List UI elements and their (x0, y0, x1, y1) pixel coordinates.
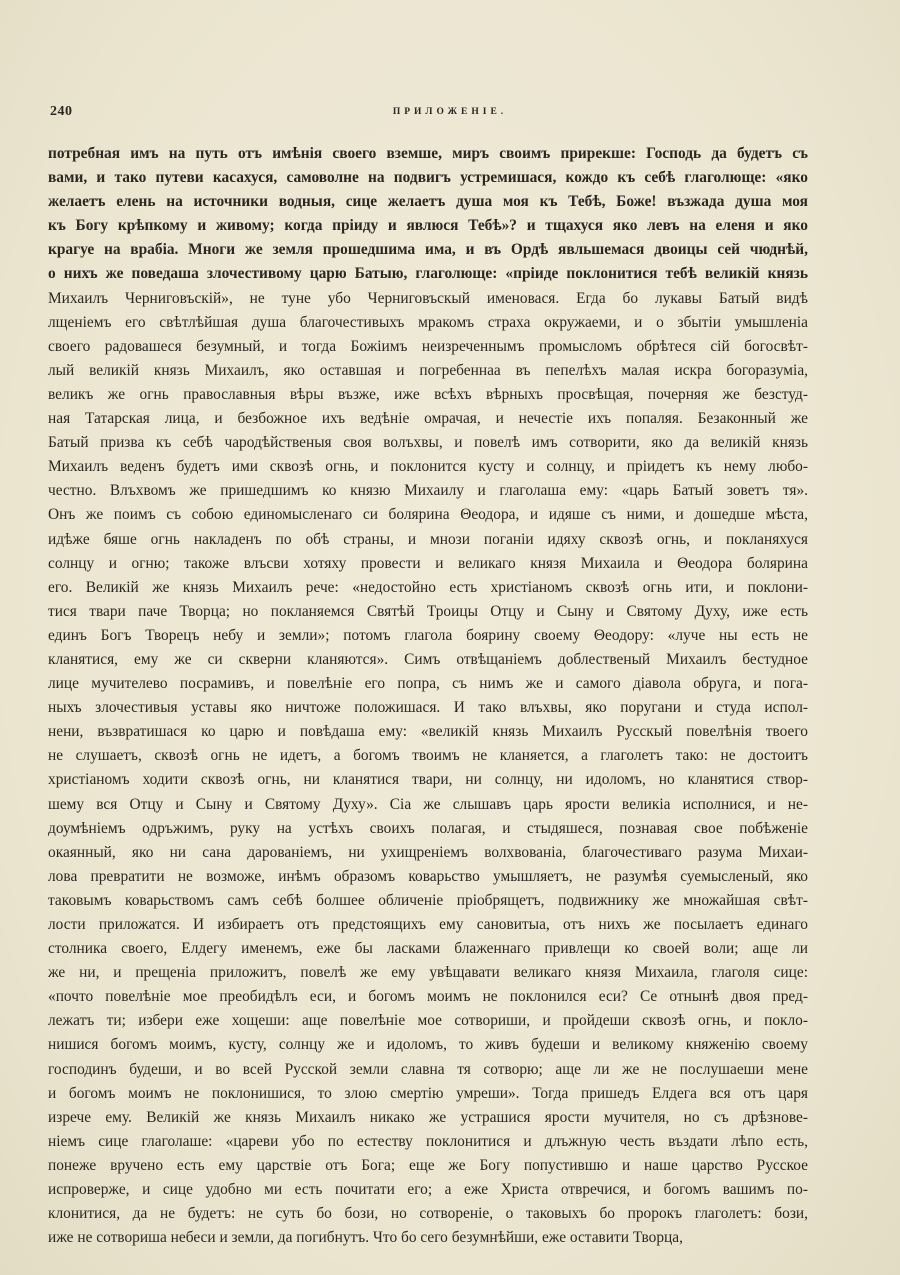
text-line: лщеніемъ его свѣтлѣйшая душа благочестивыхъ мракомъ страха окружаеми, и о збытіи умышленіа (48, 313, 808, 331)
text-line: желаетъ елень на источники водныя, сице желаетъ душа моя къ Тебѣ, Боже! възжада душа моя (48, 193, 808, 211)
text-line: идѣже бяше огнь накладенъ по обѣ страны, и мнози поганіи идяху сквозѣ огнь, и покланяхуся (48, 530, 808, 548)
text-line: испроверже, и сице удобно ми есть почитати его; а еже Христа отвречися, и богомъ вашимъ по- (48, 1181, 808, 1199)
text-line: шему вся Отцу и Сыну и Святому Духу». Сіа же слышавъ царь ярости великіа исполнися, и не- (48, 795, 808, 813)
text-line: Батый призва къ себѣ чародѣйственыя своя волъхвы, и повелѣ имъ сотворити, яко да великій князь (48, 434, 808, 452)
text-line: Михаилъ Черниговъскій», не туне убо Черниговъскый именовася. Егда бо лукавы Батый видѣ (48, 289, 808, 307)
text-line: честно. Влъхвомъ же пришедшимъ ко князю Михаилу и глаголаша ему: «царь Батый зоветъ тя». (48, 482, 808, 500)
text-line: вами, и тако путеви касахуся, самоволне на подвигъ устремишася, кождо къ себѣ глаголюще: «яко (48, 169, 808, 187)
text-line: единъ Богъ Творецъ небу и земли»; потомъ глагола боярину своему Θеодору: «луче ны есть не (48, 626, 808, 644)
text-line: лый великій князь Михаилъ, яко оставшая и погребеннаа въ пепелѣхъ малая искра богоразуміа, (48, 361, 808, 379)
text-line: же ни, и прещеніа приложитъ, повелѣ же ему увѣщавати великаго князя Михаила, глаголя сице: (48, 964, 808, 982)
text-line: столника своего, Елдегу именемъ, еже бы ласками блаженнаго привлещи ко своей воли; аще ли (48, 940, 808, 958)
text-line: «почто повелѣніе мое преобидѣлъ еси, и богомъ моимъ не поклонился еси? Се отнынѣ двоя пред- (48, 988, 808, 1006)
text-line: таковымъ коварьствомъ самъ себѣ болшее обличеніе пріобрящетъ, подвижнику же множайшая свѣт- (48, 891, 808, 909)
text-line: не слушаетъ, сквозѣ огнь не идетъ, а богомъ твоимъ не кланяется, а глаголетъ тако: не достоитъ (48, 747, 808, 765)
body-text (48, 142, 808, 1250)
text-line: крагуе на врабіа. Многи же земля прошедшима има, и въ Ордѣ явльшемася двоицы сей чюднѣй, (48, 241, 808, 259)
text-line: лице мучителево посрамивъ, и повелѣніе его попра, съ нимъ же и самого діавола обруга, и пога- (48, 675, 808, 693)
text-line: нени, възвратишася ко царю и повѣдаша ему: «великій князь Михаилъ Русскый повелѣнія твоего (48, 723, 808, 741)
text-line: ніемъ сице глаголаше: «цареви убо по естеству поклонитися и длъжную честь въздати лѣпо есть, (48, 1132, 808, 1150)
text-line: потребная имъ на путь отъ имѣнія своего вземше, миръ своимъ прирекше: Господь да будетъ съ (48, 145, 808, 162)
text-line: доумѣніемъ одръжимъ, руку на устѣхъ своихъ полагая, и стыдяшеся, познавая свое побѣженіе (48, 819, 808, 837)
text-line: понеже вручено есть ему царствіе отъ Бога; еще же Богу попустившю и наше царство Русское (48, 1156, 808, 1174)
text-line: Онъ же поимъ съ собою единомысленаго си болярина Θеодора, и идяше съ ними, и дошедше мѣста, (48, 506, 808, 524)
page-header (50, 104, 850, 128)
text-line: къ Богу крѣпкому и живому; когда пріиду и явлюся Тебѣ»? и тщахуся яко левъ на еленя и яко (48, 217, 808, 235)
text-line: иже не сотвориша небеси и земли, да погибнутъ. Что бо сего безумнѣйши, еже оставити Творца, (48, 1229, 683, 1247)
text-line: изрече ему. Великій же князь Михаилъ никако же устрашися ярости мучителя, но съ дрѣзнове- (48, 1108, 808, 1126)
text-line: тися твари паче Творца; но покланяемся Святѣй Троицы Отцу и Сыну и Святому Духу, иже есть (48, 602, 808, 620)
text-line: нишися богомъ моимъ, кусту, солнцу же и идоломъ, то живъ будеши и великому княженію своему (48, 1036, 808, 1054)
text-line: о нихъ же поведаша злочестивому царю Батыю, глаголюще: «пріиде поклонитися тебѣ великій князь (48, 265, 808, 283)
text-line: его. Великій же князь Михаилъ рече: «недостойно есть христіаномъ сквозѣ огнь ити, и поклони- (48, 578, 808, 596)
text-line: лова превратити не возможе, инѣмъ образомъ коварьство умышляетъ, не разумѣя суемысленый, яко (48, 867, 808, 885)
page-number: 240 (50, 104, 73, 119)
text-line: клонитися, да не будетъ: не суть бо бози, но сотвореніе, о таковыхъ бо пророкъ глаголетъ: бози, (48, 1205, 808, 1223)
text-line: ныхъ злочестивыя уставы яко ничтоже положишася. И тако влъхвы, яко поругани и студа испол- (48, 699, 808, 717)
text-line: Михаилъ веденъ будетъ ими сквозѣ огнь, и поклонится кусту и солнцу, и пріидетъ къ нему любо- (48, 458, 808, 476)
running-head: ПРИЛОЖЕНІЕ. (392, 107, 508, 117)
text-line: и богомъ моимъ не поклонишися, то злою смертію умреши». Тогда пришедъ Елдега вся отъ царя (48, 1084, 808, 1102)
text-line: господинъ будеши, и во всей Русской земли славна тя сотворю; аще ли же не послушаеши мене (48, 1060, 808, 1078)
text-line: своего радовашеся безумный, и тогда Божіимъ неизреченнымъ промысломъ обрѣтеся сій богосвѣт- (48, 337, 808, 355)
text-line: солнцу и огню; такоже влъсви хотяху провести и великаго князя Михаила и Θеодора болярина (48, 554, 808, 572)
text-line: ная Татарская лица, и безбожное ихъ ведѣніе омрачая, и нечестіе ихъ попаляя. Безаконный же (48, 410, 808, 428)
text-line: лости приложатся. И избираетъ отъ предстоящихъ ему сановитыа, отъ нихъ же посылаетъ единаго (48, 916, 808, 933)
text-line: лежатъ ти; избери еже хощеши: аще повелѣніе мое сотвориши, и пройдеши сквозѣ огнь, и покло- (48, 1012, 808, 1030)
text-line: окаянный, яко ни сана дарованіемъ, ни ухищреніемъ волхвованіа, благочестиваго разума Михаи- (48, 843, 808, 861)
text-line: великъ же огнь православныя вѣры възже, иже всѣхъ вѣрныхъ просвѣщая, почерняя же безстуд- (48, 385, 808, 403)
text-line: христіаномъ ходити сквозѣ огнь, ни кланятися твари, ни солнцу, ни идоломъ, но кланятися створ- (48, 771, 808, 789)
text-line: кланятися, ему же си скверни кланяются». Симъ отвѣщаніемъ доблественый Михаилъ бестудное (48, 650, 808, 668)
